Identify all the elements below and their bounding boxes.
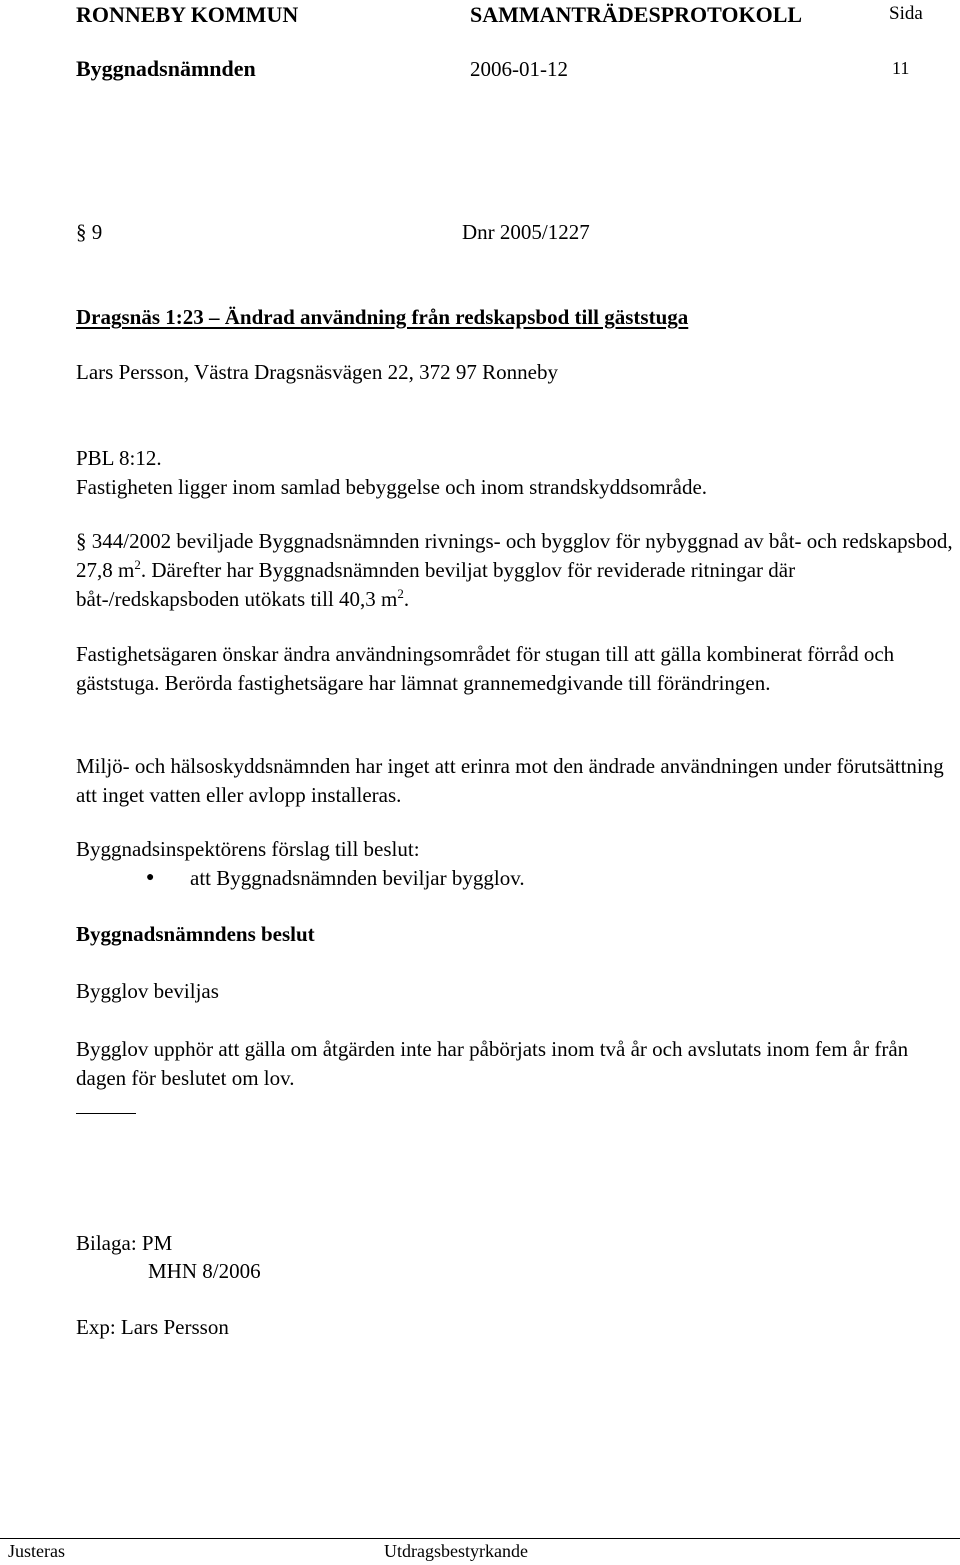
page-label: Sida: [889, 3, 923, 24]
attachment-label: Bilaga: PM: [76, 1231, 173, 1255]
footer-rule: [0, 1538, 960, 1539]
meeting-date: 2006-01-12: [470, 57, 568, 81]
validity-text: Bygglov upphör att gälla om åtgärden inte har påbörjats inom två år och avslutats inom fem år från dagen för beslutet om lov.: [76, 1037, 909, 1090]
dnr: Dnr 2005/1227: [462, 220, 590, 244]
org-name: RONNEBY KOMMUN: [76, 2, 299, 27]
section-number: § 9: [76, 220, 103, 244]
legal-reference: [76, 444, 956, 502]
bullet-icon: ●: [146, 870, 155, 885]
owner-wish-text: Fastighetsägaren önskar ändra användningsområdet för stugan till att gälla kombinerat förråd och gäststuga. Berörda fastighetsägare har lämnat grannemedgivande till förändringen.: [76, 642, 895, 695]
superscript-2: 2: [397, 586, 404, 601]
attachment-item-2: MHN 8/2006: [148, 1259, 261, 1283]
decision-heading: Byggnadsnämndens beslut: [76, 922, 315, 946]
history-paragraph: [76, 527, 956, 614]
committee-name: Byggnadsnämnden: [76, 56, 256, 81]
history-period: .: [403, 587, 410, 611]
proposal-item: att Byggnadsnämnden beviljar bygglov.: [190, 866, 525, 890]
validity-paragraph: [76, 1035, 956, 1093]
decision-text: Bygglov beviljas: [76, 979, 219, 1003]
environment-text: Miljö- och hälsoskyddsnämnden har inget att erinra mot den ändrade användningen under förutsättning att inget vatten eller avlopp installeras.: [76, 754, 944, 807]
distribution: Exp: Lars Persson: [76, 1315, 229, 1339]
owner-wish-paragraph: [76, 640, 956, 698]
superscript-1: 2: [134, 557, 141, 572]
location-text: Fastigheten ligger inom samlad bebyggelse och inom strandskyddsområde.: [76, 475, 708, 499]
history-text-2: . Därefter har Byggnadsnämnden beviljat bygglov för reviderade ritningar där båt-/redskapsboden utökats till 40,3 m: [76, 558, 796, 611]
pbl-reference: PBL 8:12.: [76, 446, 162, 470]
footer-utdragsbestyrkande: Utdragsbestyrkande: [384, 1541, 528, 1561]
environment-paragraph: [76, 752, 956, 810]
page-number: 11: [892, 58, 910, 78]
applicant: Lars Persson, Västra Dragsnäsvägen 22, 372 97 Ronneby: [76, 360, 558, 384]
proposal-heading: Byggnadsinspektörens förslag till beslut:: [76, 837, 420, 861]
history-text-1: § 344/2002 beviljade Byggnadsnämnden rivnings- och bygglov för nybyggnad av båt- och redskapsbod, 27,8 m: [76, 529, 953, 582]
doc-type: SAMMANTRÄDESPROTOKOLL: [470, 2, 803, 27]
separator-line: [76, 1113, 136, 1114]
item-title: Dragsnäs 1:23 – Ändrad användning från redskapsbod till gäststuga: [76, 305, 689, 329]
footer-justeras: Justeras: [8, 1541, 65, 1561]
